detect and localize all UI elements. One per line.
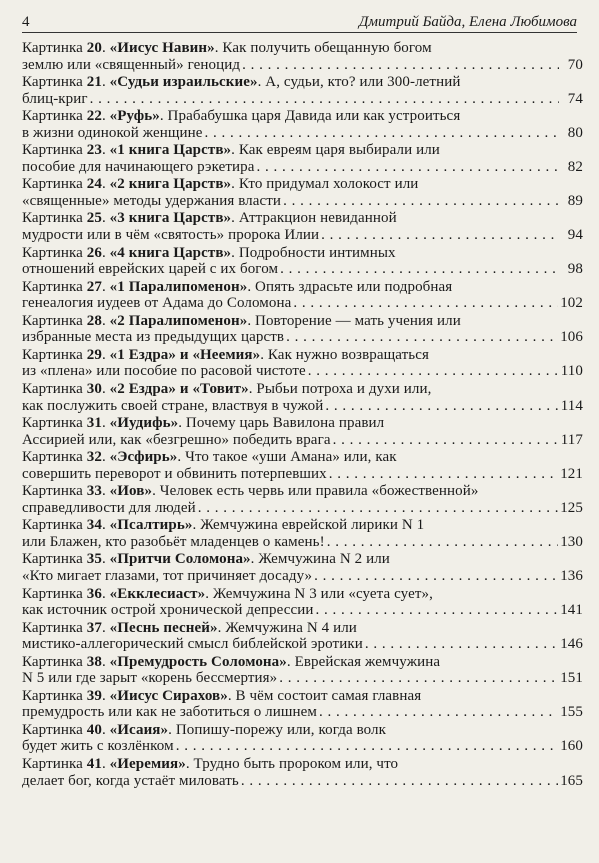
entry-number: 20 — [86, 40, 102, 56]
page-header — [22, 6, 577, 33]
toc-entry-continuation — [22, 57, 583, 74]
entry-page-number: 165 — [560, 772, 583, 789]
entry-subtitle-part2: N 5 или где зарыт «корень бессмертия» — [22, 670, 278, 687]
entry-label: Картинка — [22, 142, 87, 159]
entry-subtitle-part2: генеалогия иудеев от Адама до Соломона — [22, 295, 292, 312]
toc-entry-continuation — [22, 500, 583, 517]
entry-label: Картинка — [22, 551, 87, 568]
entry-page-number: 160 — [560, 738, 583, 755]
toc-entry-continuation — [22, 295, 583, 312]
toc-entry-heading — [22, 415, 583, 432]
entry-separator: . — [101, 74, 110, 91]
toc-entry-continuation — [22, 193, 583, 210]
entry-label: Картинка — [22, 244, 87, 261]
entry-separator: . — [101, 415, 110, 432]
toc-entry-heading — [22, 722, 583, 739]
entry-label: Картинка — [22, 210, 87, 227]
entry-book-title: «1 Ездра» и «Неемия» — [109, 346, 261, 363]
entry-label: Картинка — [22, 585, 87, 602]
entry-subtitle-part2: премудрость или как не заботиться о лишнем — [22, 704, 318, 721]
toc-entry-continuation — [22, 159, 583, 176]
entry-book-title: «2 Паралипоменон» — [109, 312, 248, 329]
entry-subtitle-part1: . Как получить обещанную богом — [214, 40, 432, 56]
dot-leader — [321, 227, 559, 244]
entry-separator: . — [101, 585, 110, 602]
dot-leader — [327, 534, 559, 551]
toc-entry-continuation — [22, 466, 583, 483]
entry-subtitle-part2: совершить переворот и обвинить потерпевших — [22, 465, 327, 482]
toc-entry — [22, 381, 583, 415]
entry-number: 31 — [86, 415, 102, 432]
toc-entry — [22, 483, 583, 517]
toc-entry-heading — [22, 142, 583, 159]
entry-book-title: «2 книга Царств» — [109, 176, 232, 193]
entry-book-title: «Судьи израильские» — [109, 74, 258, 91]
entry-subtitle-part1: . Подробности интимных — [231, 244, 396, 261]
entry-book-title: «Исаия» — [109, 721, 169, 738]
entry-book-title: «3 книга Царств» — [109, 210, 232, 227]
entry-page-number: 70 — [567, 56, 583, 73]
entry-separator: . — [101, 551, 110, 568]
entry-book-title: «Иудифь» — [109, 415, 179, 432]
entry-number: 35 — [86, 551, 102, 568]
toc-entry — [22, 142, 583, 176]
entry-subtitle-part2: как источник острой хронической депрессии — [22, 602, 314, 619]
toc-entry-heading — [22, 40, 583, 57]
entry-subtitle-part1: . Жемчужина N 3 или «суета сует», — [205, 585, 433, 602]
entry-subtitle-part2: мудрости или в чём «святость» пророка Илии — [22, 227, 320, 244]
entry-page-number: 114 — [560, 397, 583, 414]
entry-number: 34 — [86, 517, 102, 534]
toc-entry-continuation — [22, 363, 583, 380]
entry-separator: . — [101, 108, 110, 125]
entry-subtitle-part1: . Жемчужина еврейской лирики N 1 — [192, 517, 425, 534]
toc-entry — [22, 586, 583, 620]
toc-entry-continuation — [22, 329, 583, 346]
entry-subtitle-part2: избранные места из предыдущих царств — [22, 329, 285, 346]
entry-subtitle-part2: делает бог, когда устаёт миловать — [22, 772, 239, 789]
dot-leader — [283, 193, 559, 210]
toc-entry-heading — [22, 449, 583, 466]
entry-subtitle-part2: «Кто мигает глазами, тот причиняет досаду» — [22, 568, 313, 584]
entry-number: 38 — [86, 653, 102, 670]
toc-entry — [22, 756, 583, 790]
dot-leader — [176, 738, 558, 755]
entry-page-number: 117 — [560, 431, 583, 448]
dot-leader — [241, 773, 558, 790]
entry-subtitle-part1: . Еврейская жемчужина — [286, 653, 441, 670]
toc-entry-heading — [22, 279, 583, 296]
entry-book-title: «2 Ездра» и «Товит» — [109, 380, 249, 397]
entry-book-title: «Иисус Навин» — [109, 40, 215, 56]
entry-number: 32 — [86, 449, 102, 466]
toc-entry-continuation — [22, 568, 583, 585]
entry-page-number: 141 — [560, 602, 583, 619]
entry-label: Картинка — [22, 755, 87, 772]
entry-number: 40 — [86, 721, 102, 738]
dot-leader — [308, 363, 559, 380]
entry-separator: . — [101, 653, 110, 670]
toc-entry-continuation — [22, 227, 583, 244]
entry-book-title: «1 Паралипоменон» — [109, 278, 248, 295]
entry-subtitle-part2: в жизни одинокой женщине — [22, 124, 203, 141]
toc-entry-continuation — [22, 704, 583, 721]
entry-separator: . — [101, 346, 110, 363]
entry-page-number: 82 — [567, 158, 583, 175]
toc-entry-continuation — [22, 125, 583, 142]
entry-page-number: 89 — [567, 192, 583, 209]
toc-entry — [22, 551, 583, 585]
entry-number: 33 — [86, 483, 102, 500]
entry-subtitle-part2: как послужить своей стране, властвуя в чужой — [22, 397, 324, 414]
entry-page-number: 94 — [567, 227, 583, 244]
entry-subtitle-part1: . Прабабушка царя Давида или как устроиться — [159, 108, 461, 125]
toc-entry-heading — [22, 313, 583, 330]
toc-entry-continuation — [22, 261, 583, 278]
entry-number: 29 — [86, 346, 102, 363]
toc-entry-continuation — [22, 636, 583, 653]
dot-leader — [280, 261, 559, 278]
toc-entry-heading — [22, 347, 583, 364]
entry-page-number: 151 — [560, 670, 583, 687]
entry-label: Картинка — [22, 687, 87, 704]
entry-book-title: «Иисус Сирахов» — [109, 687, 228, 704]
entry-number: 27 — [86, 278, 102, 295]
toc-entry — [22, 279, 583, 313]
entry-number: 41 — [86, 755, 102, 772]
entry-separator: . — [101, 517, 110, 534]
entry-book-title: «1 книга Царств» — [109, 142, 232, 159]
entry-book-title: «Песнь песней» — [109, 619, 218, 636]
dot-leader — [319, 704, 558, 721]
entry-subtitle-part1: . В чём состоит самая главная — [227, 687, 422, 704]
entry-subtitle-part2: будет жить с козлёнком — [22, 738, 174, 755]
entry-page-number: 80 — [567, 124, 583, 141]
toc-entry-continuation — [22, 773, 583, 790]
entry-label: Картинка — [22, 108, 87, 125]
entry-label: Картинка — [22, 40, 87, 56]
toc-entry-continuation — [22, 91, 583, 108]
toc-entry — [22, 245, 583, 279]
entry-separator: . — [101, 687, 110, 704]
entry-subtitle-part2: отношений еврейских царей с их богом — [22, 261, 279, 278]
entry-number: 37 — [86, 619, 102, 636]
entry-subtitle-part1: . Повторение — мать учения или — [247, 312, 461, 329]
entry-page-number: 110 — [560, 363, 583, 380]
entry-subtitle-part2: мистико-аллегорический смысл библейской эротики — [22, 636, 363, 653]
entry-number: 26 — [86, 244, 102, 261]
entry-separator: . — [101, 278, 110, 295]
entry-page-number: 121 — [560, 465, 583, 482]
entry-separator: . — [101, 244, 110, 261]
toc-entry — [22, 722, 583, 756]
toc-entry-heading — [22, 620, 583, 637]
entry-subtitle-part2: из «плена» или пособие по расовой чистоте — [22, 363, 306, 380]
entry-subtitle-part1: . Трудно быть пророком или, что — [185, 755, 399, 772]
entry-subtitle-part1: . Жемчужина N 2 или — [250, 551, 390, 568]
entry-separator: . — [101, 483, 110, 500]
entry-subtitle-part2: или Блажен, кто разобьёт младенцев о камень! — [22, 533, 325, 550]
entry-subtitle-part1: . Почему царь Вавилона правил — [178, 415, 385, 432]
entry-label: Картинка — [22, 619, 87, 636]
toc-entry-heading — [22, 517, 583, 534]
entry-label: Картинка — [22, 74, 87, 91]
dot-leader — [257, 159, 560, 176]
toc-entry — [22, 517, 583, 551]
entry-number: 39 — [86, 687, 102, 704]
toc-entry — [22, 313, 583, 347]
table-of-contents — [22, 40, 583, 790]
entry-subtitle-part1: . Как евреям царя выбирали или — [231, 142, 440, 159]
toc-entry-heading — [22, 176, 583, 193]
dot-leader — [90, 91, 559, 108]
dot-leader — [205, 125, 559, 142]
entry-subtitle-part1: . Рыбьи потроха и духи или, — [248, 380, 432, 397]
dot-leader — [242, 57, 559, 74]
entry-separator: . — [101, 619, 110, 636]
entry-label: Картинка — [22, 517, 87, 534]
toc-entry-heading — [22, 381, 583, 398]
entry-label: Картинка — [22, 653, 87, 670]
entry-book-title: «Эсфирь» — [109, 449, 178, 466]
dot-leader — [314, 568, 558, 585]
entry-number: 24 — [86, 176, 102, 193]
toc-entry — [22, 688, 583, 722]
dot-leader — [293, 295, 558, 312]
entry-label: Картинка — [22, 312, 87, 329]
entry-page-number: 102 — [560, 295, 583, 312]
entry-subtitle-part1: . Кто придумал холокост или — [231, 176, 419, 193]
entry-subtitle-part1: . Что такое «уши Амана» или, как — [177, 449, 397, 466]
entry-label: Картинка — [22, 483, 87, 500]
entry-book-title: «Екклесиаст» — [109, 585, 206, 602]
entry-page-number: 136 — [560, 568, 583, 584]
toc-entry-heading — [22, 654, 583, 671]
dot-leader — [279, 670, 558, 687]
toc-entry — [22, 74, 583, 108]
dot-leader — [365, 636, 558, 653]
toc-entry — [22, 449, 583, 483]
toc-entry — [22, 415, 583, 449]
toc-entry — [22, 108, 583, 142]
entry-label: Картинка — [22, 278, 87, 295]
toc-entry — [22, 620, 583, 654]
entry-number: 22 — [86, 108, 102, 125]
toc-entry — [22, 40, 583, 74]
entry-separator: . — [101, 449, 110, 466]
entry-label: Картинка — [22, 176, 87, 193]
entry-number: 30 — [86, 380, 102, 397]
dot-leader — [329, 466, 558, 483]
dot-leader — [286, 329, 558, 346]
entry-label: Картинка — [22, 721, 87, 738]
toc-entry-heading — [22, 551, 583, 568]
entry-separator: . — [101, 380, 110, 397]
running-head-authors: Дмитрий Байда, Елена Любимова — [358, 14, 577, 30]
entry-subtitle-part1: . Аттракцион невиданной — [231, 210, 397, 227]
entry-separator: . — [101, 721, 110, 738]
entry-subtitle-part1: . Опять здрасьте или подробная — [247, 278, 453, 295]
toc-entry-continuation — [22, 738, 583, 755]
entry-number: 25 — [86, 210, 102, 227]
toc-entry — [22, 347, 583, 381]
toc-entry-continuation — [22, 432, 583, 449]
entry-label: Картинка — [22, 380, 87, 397]
entry-number: 28 — [86, 312, 102, 329]
toc-entry-continuation — [22, 398, 583, 415]
entry-page-number: 98 — [567, 261, 583, 278]
toc-entry-heading — [22, 688, 583, 705]
entry-subtitle-part1: . А, судьи, кто? или 300-летний — [257, 74, 461, 91]
entry-subtitle-part1: . Как нужно возвращаться — [260, 346, 429, 363]
entry-separator: . — [101, 176, 110, 193]
dot-leader — [333, 432, 559, 449]
toc-entry — [22, 176, 583, 210]
dot-leader — [316, 602, 559, 619]
entry-number: 21 — [86, 74, 102, 91]
entry-separator: . — [101, 40, 110, 56]
entry-page-number: 146 — [560, 636, 583, 653]
entry-separator: . — [101, 142, 110, 159]
entry-label: Картинка — [22, 449, 87, 466]
toc-entry-heading — [22, 210, 583, 227]
entry-subtitle-part2: «священные» методы удержания власти — [22, 192, 282, 209]
entry-subtitle-part1: . Попишу-порежу или, когда волк — [168, 721, 387, 738]
entry-subtitle-part2: Ассирией или, как «безгрешно» победить врага — [22, 431, 331, 448]
entry-book-title: «Псалтирь» — [109, 517, 193, 534]
entry-label: Картинка — [22, 415, 87, 432]
toc-entry — [22, 654, 583, 688]
toc-entry-continuation — [22, 602, 583, 619]
toc-entry-heading — [22, 245, 583, 262]
entry-book-title: «Иеремия» — [109, 755, 186, 772]
toc-entry-heading — [22, 74, 583, 91]
dot-leader — [198, 500, 558, 517]
entry-separator: . — [101, 312, 110, 329]
entry-label: Картинка — [22, 346, 87, 363]
entry-page-number: 130 — [560, 533, 583, 550]
entry-subtitle-part2: пособие для начинающего рэкетира — [22, 158, 255, 175]
toc-entry-heading — [22, 756, 583, 773]
entry-subtitle-part1: . Человек есть червь или правила «божественной» — [152, 483, 479, 500]
toc-entry-continuation — [22, 670, 583, 687]
entry-separator: . — [101, 755, 110, 772]
entry-book-title: «4 книга Царств» — [109, 244, 232, 261]
entry-page-number: 155 — [560, 704, 583, 721]
entry-book-title: «Премудрость Соломона» — [109, 653, 287, 670]
toc-entry-heading — [22, 108, 583, 125]
entry-subtitle-part2: блиц-криг — [22, 90, 88, 107]
toc-entry — [22, 210, 583, 244]
entry-page-number: 125 — [560, 499, 583, 516]
toc-entry-continuation — [22, 534, 583, 551]
entry-subtitle-part2: справедливости для людей — [22, 499, 196, 516]
entry-book-title: «Руфь» — [109, 108, 160, 125]
entry-book-title: «Притчи Соломона» — [109, 551, 251, 568]
entry-page-number: 74 — [567, 90, 583, 107]
entry-subtitle-part1: . Жемчужина N 4 или — [217, 619, 357, 636]
toc-entry-heading — [22, 483, 583, 500]
page-number: 4 — [22, 14, 30, 30]
entry-separator: . — [101, 210, 110, 227]
entry-number: 36 — [86, 585, 102, 602]
entry-page-number: 106 — [560, 329, 583, 346]
dot-leader — [325, 398, 558, 415]
entry-number: 23 — [86, 142, 102, 159]
entry-book-title: «Иов» — [109, 483, 153, 500]
toc-entry-heading — [22, 586, 583, 603]
entry-subtitle-part2: землю или «священный» геноцид — [22, 56, 241, 73]
